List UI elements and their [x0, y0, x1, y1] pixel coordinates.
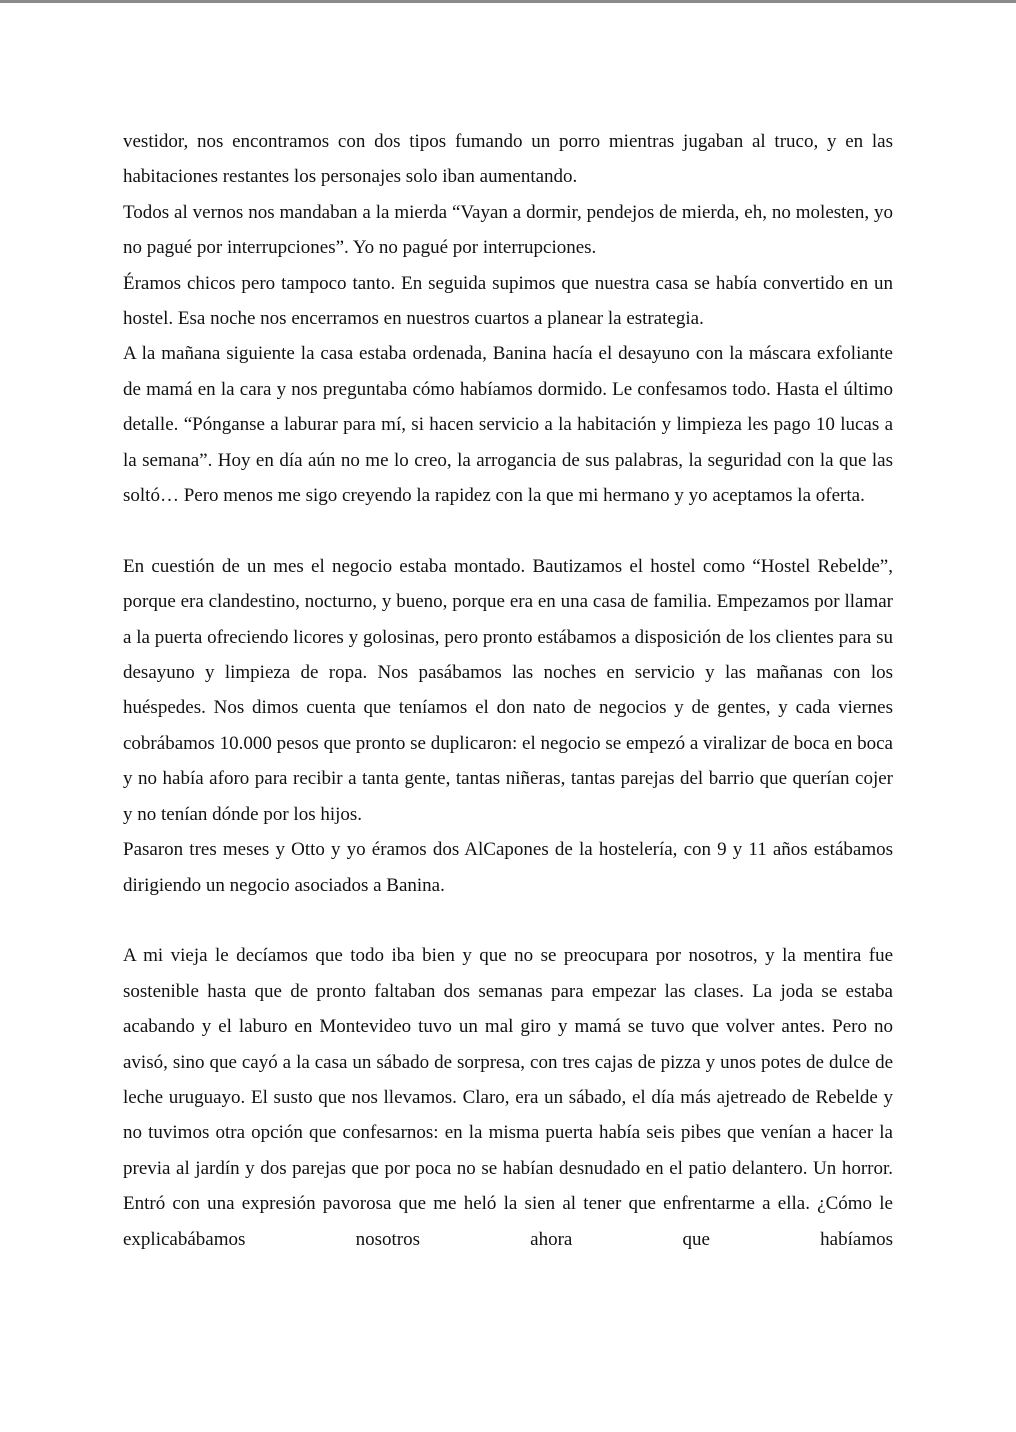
paragraph-3: Éramos chicos pero tampoco tanto. En seguida supimos que nuestra casa se había convertido en un hostel. Esa noche nos encerramos en nuestros cuartos a planear la estrategia.	[123, 272, 893, 330]
paragraph-1: vestidor, nos encontramos con dos tipos fumando un porro mientras jugaban al truco, y en las habitaciones restantes los personajes solo iban aumentando.	[123, 131, 893, 188]
document-body	[123, 124, 893, 1257]
paragraph-4: A la mañana siguiente la casa estaba ordenada, Banina hacía el desayuno con la máscara exfoliante de mamá en la cara y nos preguntaba cómo habíamos dormido. Le confesamos todo. Hasta el último detalle. “Pónganse a laburar para mí, si hacen servicio a la habitación y limpieza les pago 10 lucas a la semana”. Hoy en día aún no me lo creo, la arrogancia de sus palabras, la seguridad con la que las soltó… Pero menos me sigo creyendo la rapidez con la que mi hermano y yo aceptamos la oferta.	[123, 343, 893, 507]
paragraph-5: En cuestión de un mes el negocio estaba montado. Bautizamos el hostel como “Hostel Rebelde”, porque era clandestino, nocturno, y bueno, porque era en una casa de familia. Empezamos por llamar a la puerta ofreciendo licores y golosinas, pero pronto estábamos a disposición de los clientes para su desayuno y limpieza de ropa. Nos pasábamos las noches en servicio y las mañanas con los huéspedes. Nos dimos cuenta que teníamos el don nato de negocios y de gentes, y cada viernes cobrábamos 10.000 pesos que pronto se duplicaron: el negocio se empezó a viralizar de boca en boca y no había aforo para recibir a tanta gente, tantas niñeras, tantas parejas del barrio que querían cojer y no tenían dónde por los hijos.	[123, 555, 893, 825]
paragraph-2: Todos al vernos nos mandaban a la mierda “Vayan a dormir, pendejos de mierda, eh, no molesten, yo no pagué por interrupciones”. Yo no pagué por interrupciones.	[123, 201, 893, 259]
paragraph-7: A mi vieja le decíamos que todo iba bien y que no se preocupara por nosotros, y la mentira fue sostenible hasta que de pronto faltaban dos semanas para empezar las clases. La joda se estaba acabando y el laburo en Montevideo tuvo un mal giro y mamá se tuvo que volver antes. Pero no avisó, sino que cayó a la casa un sábado de sorpresa, con tres cajas de pizza y unos potes de dulce de leche uruguayo. El susto que nos llevamos. Claro, era un sábado, el día más ajetreado de Rebelde y no tuvimos otra opción que confesarnos: en la misma puerta había seis pibes que venían a hacer la previa al jardín y dos parejas que por poca no se habían desnudado en el patio delantero. Un horror. Entró con una expresión pavorosa que me heló la sien al tener que enfrentarme a ella. ¿Cómo le explicabábamos nosotros ahora que habíamos	[123, 945, 893, 1250]
paragraph-6: Pasaron tres meses y Otto y yo éramos dos AlCapones de la hostelería, con 9 y 11 años estábamos dirigiendo un negocio asociados a Banina.	[123, 839, 893, 896]
